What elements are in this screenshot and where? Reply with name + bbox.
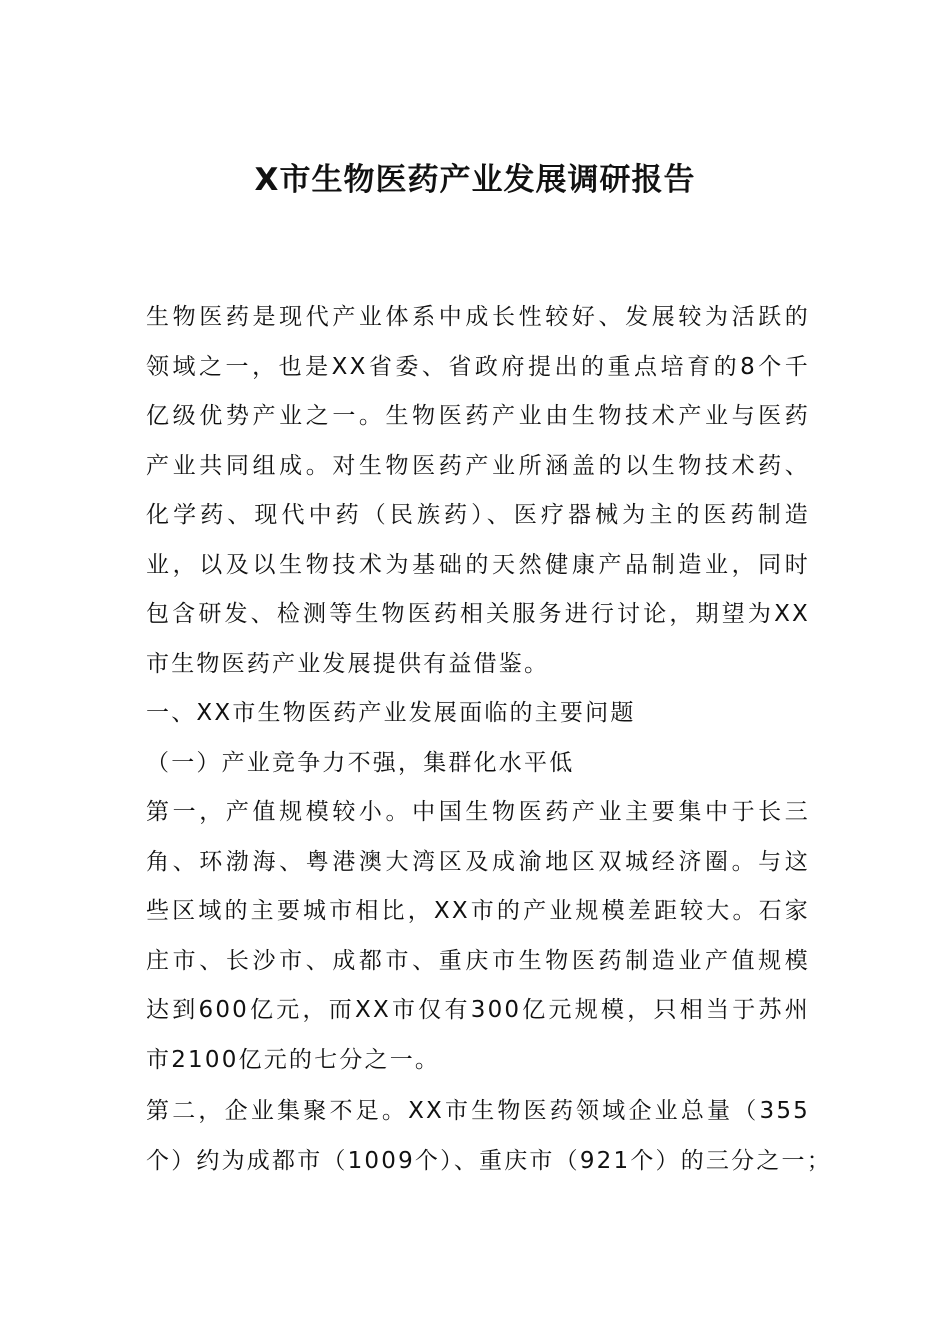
- text-line: 达到600亿元，而XX市仅有300亿元规模，只相当于苏州: [146, 997, 810, 1023]
- text-line: 产业共同组成。对生物医药产业所涵盖的以生物技术药、: [146, 452, 810, 479]
- text-line: 生物医药是现代产业体系中成长性较好、发展较为活跃的: [146, 304, 810, 330]
- paragraph-point-one: [146, 788, 810, 1085]
- text-line: 市生物医药产业发展提供有益借鉴。: [146, 650, 550, 677]
- text-line: 市2100亿元的七分之一。: [146, 1046, 441, 1073]
- document-title: X市生物医药产业发展调研报告: [254, 162, 696, 198]
- text-line: 业，以及以生物技术为基础的天然健康产品制造业，同时: [146, 551, 810, 578]
- text-line: 个）约为成都市（1009个）、重庆市（921个）的三分之一；: [146, 1147, 832, 1174]
- text-line: 些区域的主要城市相比，XX市的产业规模差距较大。石家: [146, 898, 810, 924]
- text-line: 第一，产值规模较小。中国生物医药产业主要集中于长三: [146, 799, 810, 825]
- text-line: 庄市、长沙市、成都市、重庆市生物医药制造业产值规模: [146, 947, 810, 974]
- document-body: [146, 293, 832, 1186]
- section-heading: [146, 689, 810, 739]
- text-line: 亿级优势产业之一。生物医药产业由生物技术产业与医药: [146, 403, 810, 429]
- paragraph-point-two: [146, 1087, 832, 1186]
- paragraph-intro: [146, 293, 810, 689]
- text-line: 化学药、现代中药（民族药）、医疗器械为主的医药制造: [146, 502, 810, 528]
- text-line: 第二，企业集聚不足。XX市生物医药领域企业总量（355: [146, 1098, 810, 1124]
- heading-line: 一、XX市生物医药产业发展面临的主要问题: [146, 700, 636, 726]
- subsection-heading: [146, 739, 810, 789]
- text-line: 角、环渤海、粤港澳大湾区及成渝地区双城经济圈。与这: [146, 848, 810, 875]
- heading-line: （一）产业竞争力不强，集群化水平低: [146, 749, 575, 776]
- text-line: 包含研发、检测等生物医药相关服务进行讨论，期望为XX: [146, 601, 810, 627]
- text-line: 领域之一，也是XX省委、省政府提出的重点培育的8个千: [146, 353, 810, 380]
